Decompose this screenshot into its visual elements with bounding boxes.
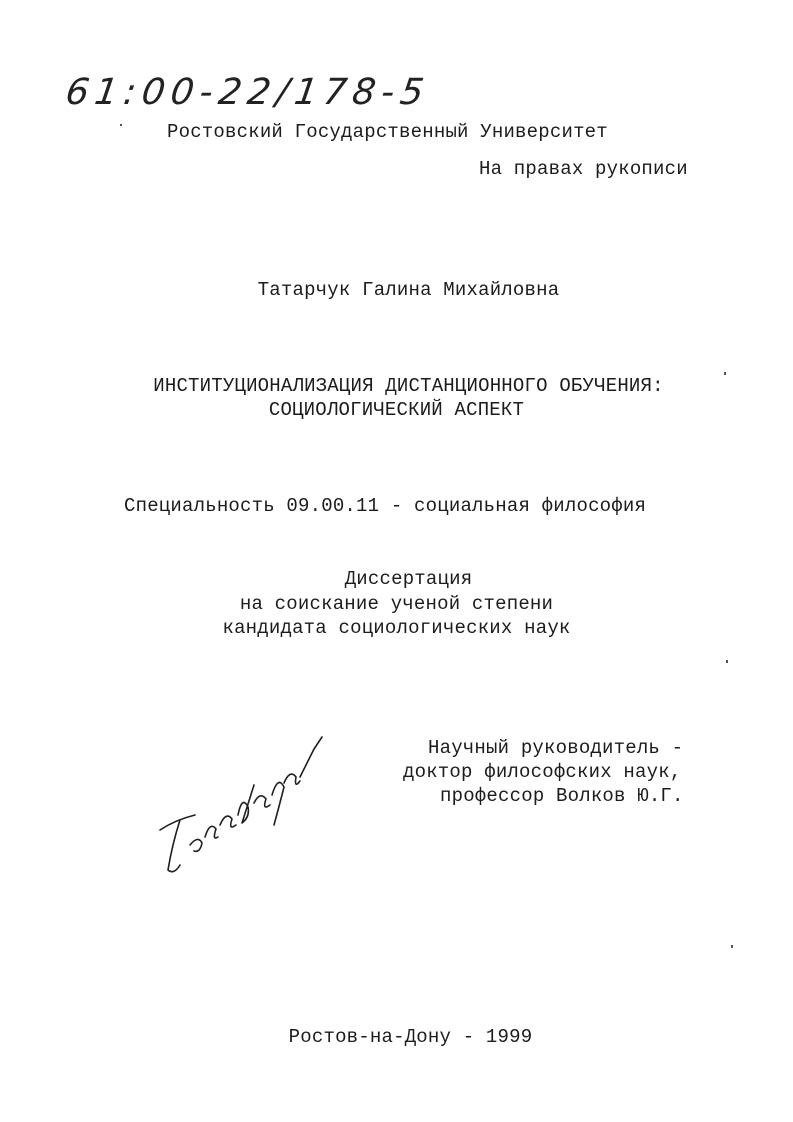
degree-line-1: Диссертация bbox=[344, 568, 473, 590]
city-and-year: Ростов-на-Дону - 1999 bbox=[288, 1026, 533, 1048]
archive-number-handwritten: 61:00-22/178-5 bbox=[63, 72, 433, 113]
supervisor-line-3: профессор Волков Ю.Г. bbox=[440, 785, 684, 807]
handwritten-signature bbox=[150, 725, 330, 890]
dissertation-title-line-1: ИНСТИТУЦИОНАЛИЗАЦИЯ ДИСТАНЦИОННОГО ОБУЧЕНИЯ: bbox=[153, 375, 664, 397]
degree-line-3: кандидата социологических наук bbox=[222, 617, 571, 639]
scan-speck bbox=[731, 945, 733, 948]
scan-speck bbox=[724, 372, 726, 375]
supervisor-line-2: доктор философских наук, bbox=[403, 761, 682, 783]
degree-line-2: на соискание ученой степени bbox=[239, 593, 554, 615]
dissertation-title-line-2: СОЦИОЛОГИЧЕСКИЙ АСПЕКТ bbox=[268, 399, 525, 421]
author-name: Татарчук Галина Михайловна bbox=[257, 279, 560, 301]
scan-speck bbox=[120, 124, 122, 126]
university-name: Ростовский Государственный Университет bbox=[167, 121, 608, 143]
manuscript-rights-note: На правах рукописи bbox=[479, 158, 688, 180]
specialty-line: Специальность 09.00.11 - социальная философия bbox=[124, 495, 647, 517]
supervisor-line-1: Научный руководитель - bbox=[428, 737, 684, 759]
scan-speck bbox=[726, 660, 728, 663]
